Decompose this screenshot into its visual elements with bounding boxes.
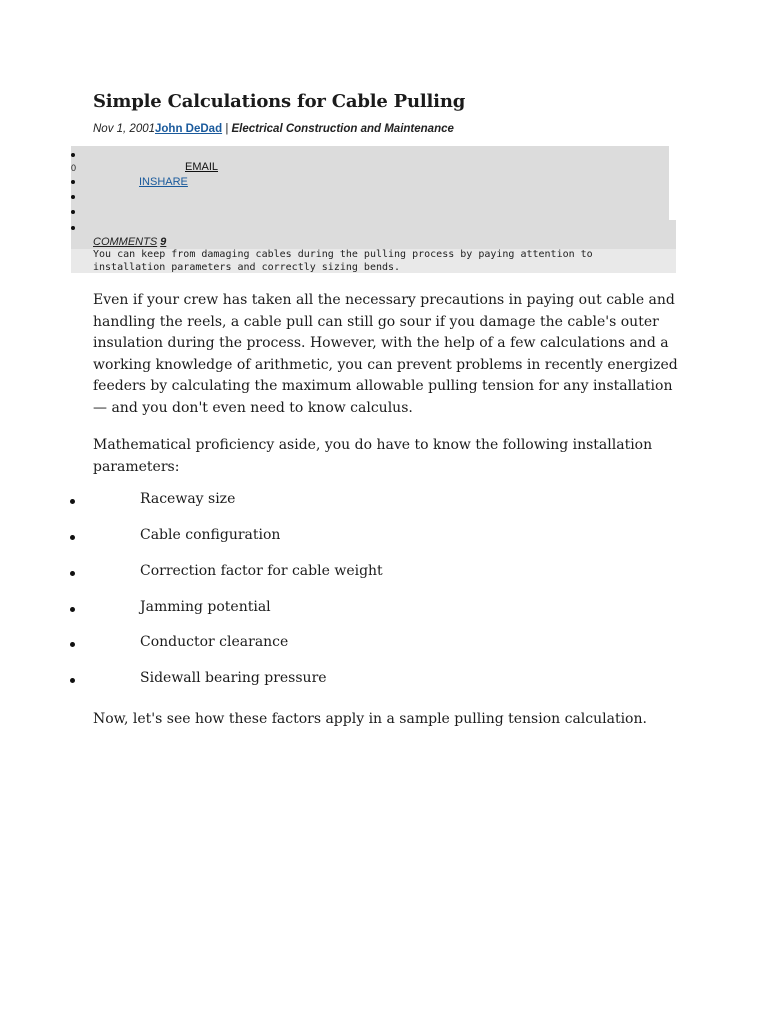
list-item-text: Cable configuration: [140, 527, 281, 543]
share-bullet-icon: [71, 226, 75, 230]
publication-name: Electrical Construction and Maintenance: [231, 123, 454, 135]
list-item-text: Sidewall bearing pressure: [140, 670, 327, 686]
bullet-icon: [70, 678, 75, 683]
body-paragraph-3: Now, let's see how these factors apply in a sample pulling tension calculation.: [93, 711, 647, 727]
email-share-link[interactable]: EMAIL: [185, 161, 219, 173]
list-item: [70, 527, 630, 549]
byline-separator: |: [222, 123, 232, 135]
bullet-icon: [70, 607, 75, 612]
list-item: [70, 670, 630, 692]
share-bullet-icon: [71, 195, 75, 199]
share-bullet-icon: [71, 180, 75, 184]
article-title: Simple Calculations for Cable Pulling: [93, 91, 466, 112]
publish-date: Nov 1, 2001: [93, 123, 156, 135]
comments-count: 9: [160, 236, 167, 248]
share-count: 0: [71, 163, 77, 173]
comments-label: COMMENTS: [93, 236, 158, 248]
bullet-icon: [70, 571, 75, 576]
list-item: [70, 563, 630, 585]
comments-link[interactable]: [93, 236, 166, 248]
list-item-text: Correction factor for cable weight: [140, 563, 383, 579]
list-item: [70, 491, 630, 513]
body-paragraph-2: Mathematical proficiency aside, you do have to know the following installation parameters:: [93, 437, 653, 475]
author-link[interactable]: John DeDad: [155, 123, 223, 135]
share-bullet-icon: [71, 153, 75, 157]
list-item-text: Conductor clearance: [140, 634, 289, 650]
bullet-icon: [70, 535, 75, 540]
list-item: [70, 634, 630, 656]
list-item-text: Raceway size: [140, 491, 236, 507]
share-bullet-icon: [71, 210, 75, 214]
body-paragraph-1: Even if your crew has taken all the necessary precautions in paying out cable and handling the reels, a cable pull can still go sour if you damage the cable's outer insulation during the process. However, with the help of a few calculations and a working knowledge of arithmetic, you can prevent problems in recently energized feeders by calculating the maximum allowable pulling tension for any installation — and you don't even need to know calculus.: [93, 292, 678, 416]
bullet-icon: [70, 499, 75, 504]
article-summary: You can keep from damaging cables during the pulling process by paying attention to installation parameters and correctly sizing bends.: [93, 249, 593, 273]
list-item: [70, 599, 630, 621]
inshare-link[interactable]: INSHARE: [139, 176, 188, 188]
list-item-text: Jamming potential: [140, 599, 271, 615]
byline: [93, 123, 454, 135]
bullet-icon: [70, 642, 75, 647]
